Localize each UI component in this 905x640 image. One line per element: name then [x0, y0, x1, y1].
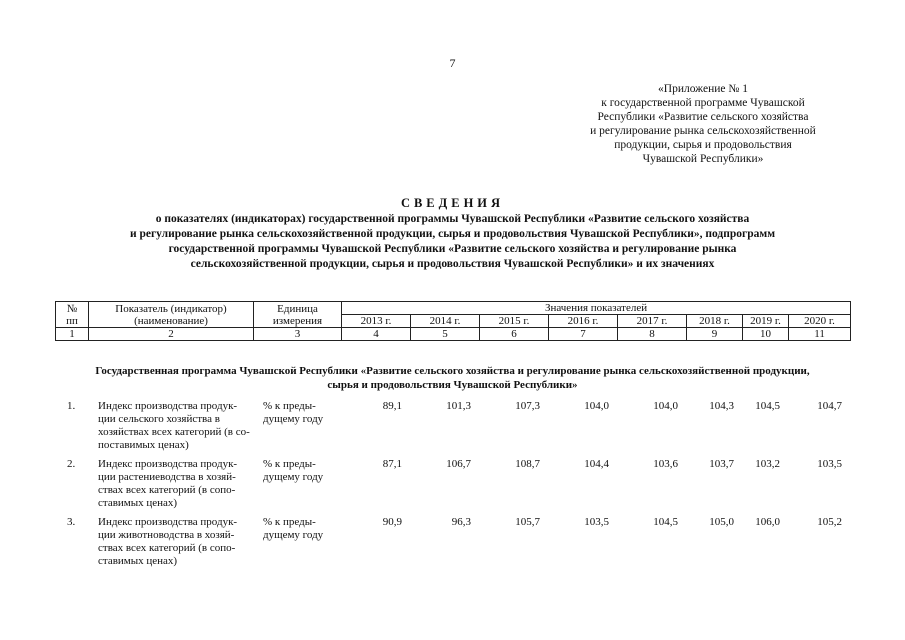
annex-note	[548, 82, 858, 166]
table-row	[55, 458, 850, 516]
header-unit: Единица измерения	[254, 302, 342, 328]
value-cell: 103,7	[709, 458, 734, 470]
column-number: 7	[549, 328, 618, 341]
annex-line: к государственной программе Чувашской	[601, 97, 805, 109]
indicator-unit: % к преды- дущему году	[263, 516, 324, 541]
document-title: СВЕДЕНИЯ	[400, 196, 505, 210]
value-cell: 90,9	[382, 516, 402, 528]
value-cell: 101,3	[446, 400, 471, 412]
value-cell: 104,0	[653, 400, 678, 412]
header-year: 2014 г.	[411, 315, 480, 328]
value-cell: 104,7	[817, 400, 842, 412]
heading-line: о показателях (индикаторах) государственной программы Чувашской Республики «Развитие сельского хозяйства	[155, 213, 750, 225]
annex-line: продукции, сырья и продовольствия	[614, 139, 792, 151]
section-title-line: Государственная программа Чувашской Республики «Развитие сельского хозяйства и регулирование рынка сельскохозяйственной продукции,	[95, 365, 810, 377]
value-cell: 105,0	[709, 516, 734, 528]
column-number: 8	[618, 328, 687, 341]
document-heading	[40, 196, 865, 272]
column-number: 1	[56, 328, 89, 341]
value-cell: 104,5	[755, 400, 780, 412]
value-cell: 96,3	[451, 516, 471, 528]
column-number: 6	[480, 328, 549, 341]
indicator-unit: % к преды- дущему году	[263, 400, 324, 425]
table-row	[55, 400, 850, 458]
heading-line: и регулирование рынка сельскохозяйственной продукции, сырья и продовольствия Чувашской Республики», подпрограмм	[129, 228, 776, 240]
column-number: 4	[342, 328, 411, 341]
value-cell: 106,0	[755, 516, 780, 528]
annex-line: Республики «Развитие сельского хозяйства	[597, 111, 809, 123]
column-number: 11	[789, 328, 851, 341]
indicator-name: Индекс производства продук- ции растениеводства в хозяй- ствах всех категорий (в сопо- ставимых ценах)	[98, 458, 238, 509]
value-cell: 103,5	[817, 458, 842, 470]
value-cell: 89,1	[382, 400, 402, 412]
annex-line: Чувашской Республики»	[642, 153, 764, 165]
heading-line: сельскохозяйственной продукции, сырья и продовольствия Чувашской Республики» и их значениях	[190, 258, 715, 270]
header-indicator: Показатель (индикатор) (наименование)	[89, 302, 254, 328]
indicator-unit: % к преды- дущему году	[263, 458, 324, 483]
column-number: 5	[411, 328, 480, 341]
value-cell: 108,7	[515, 458, 540, 470]
section-title	[55, 364, 850, 392]
header-values: Значения показателей	[342, 302, 851, 315]
heading-line: государственной программы Чувашской Республики «Развитие сельского хозяйства и регулирование рынка	[168, 243, 737, 255]
header-year: 2020 г.	[789, 315, 851, 328]
value-cell: 105,2	[817, 516, 842, 528]
value-cell: 104,0	[584, 400, 609, 412]
column-number: 3	[254, 328, 342, 341]
value-cell: 105,7	[515, 516, 540, 528]
value-cell: 106,7	[446, 458, 471, 470]
table-header	[55, 301, 851, 341]
value-cell: 103,2	[755, 458, 780, 470]
header-no: № пп	[56, 302, 89, 328]
value-cell: 104,5	[653, 516, 678, 528]
section-title-line: сырья и продовольствия Чувашской Республики»	[327, 379, 578, 391]
header-year: 2017 г.	[618, 315, 687, 328]
value-cell: 104,4	[584, 458, 609, 470]
header-year: 2013 г.	[342, 315, 411, 328]
header-year: 2018 г.	[687, 315, 743, 328]
row-number: 3.	[67, 516, 76, 528]
value-cell: 104,3	[709, 400, 734, 412]
row-number: 1.	[67, 400, 76, 412]
indicators-table	[55, 400, 850, 574]
row-number: 2.	[67, 458, 76, 470]
value-cell: 107,3	[515, 400, 540, 412]
column-number: 2	[89, 328, 254, 341]
annex-line: «Приложение № 1	[658, 83, 748, 95]
header-year: 2019 г.	[743, 315, 789, 328]
header-year: 2016 г.	[549, 315, 618, 328]
table-row	[55, 516, 850, 574]
column-number: 9	[687, 328, 743, 341]
value-cell: 87,1	[382, 458, 402, 470]
value-cell: 103,6	[653, 458, 678, 470]
value-cell: 103,5	[584, 516, 609, 528]
annex-line: и регулирование рынка сельскохозяйственной	[590, 125, 816, 137]
indicator-name: Индекс производства продук- ции сельского хозяйства в хозяйствах всех категорий (в со- поставимых ценах)	[98, 400, 250, 451]
column-number: 10	[743, 328, 789, 341]
indicator-name: Индекс производства продук- ции животноводства в хозяй- ствах всех категорий (в сопо- ставимых ценах)	[98, 516, 238, 567]
page-number: 7	[449, 56, 456, 70]
header-year: 2015 г.	[480, 315, 549, 328]
